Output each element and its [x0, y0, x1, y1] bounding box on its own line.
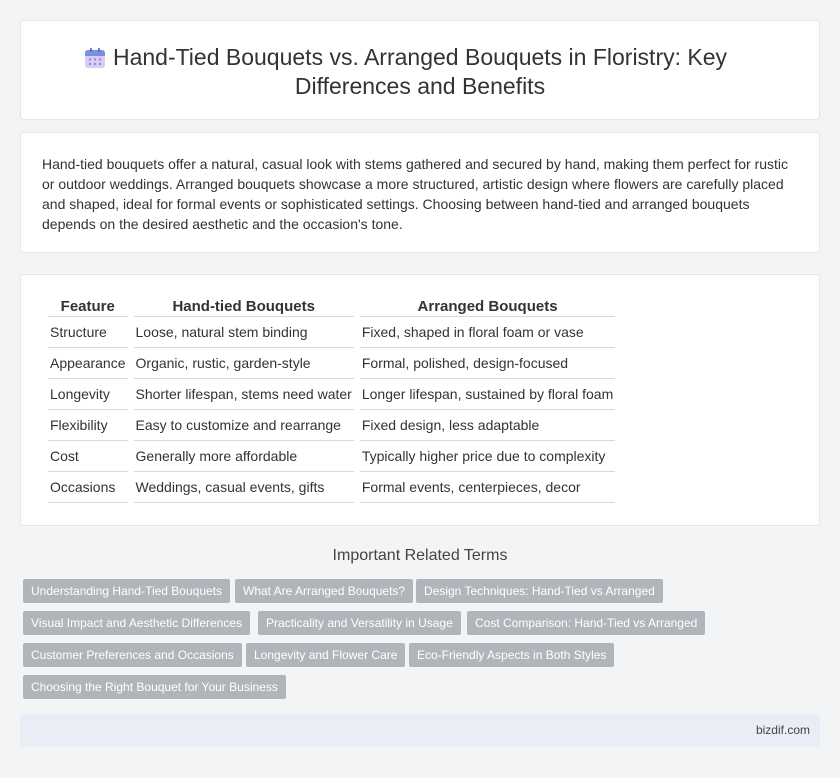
table-cell: Appearance — [48, 348, 128, 379]
table-cell: Longevity — [48, 379, 128, 410]
tag-link[interactable]: Cost Comparison: Hand-Tied vs Arranged — [467, 611, 705, 635]
table-cell: Fixed design, less adaptable — [360, 410, 615, 441]
title-card — [20, 20, 820, 120]
tag-link[interactable]: Eco-Friendly Aspects in Both Styles — [409, 643, 614, 667]
header-arranged: Arranged Bouquets — [360, 297, 615, 317]
page-title: Hand-Tied Bouquets vs. Arranged Bouquets in Floristry: Key Differences and Benefits — [112, 44, 728, 99]
table-row — [48, 348, 615, 379]
table-cell: Structure — [48, 317, 128, 348]
comparison-table — [42, 297, 621, 503]
header-hand-tied: Hand-tied Bouquets — [134, 297, 354, 317]
tag-link[interactable]: What Are Arranged Bouquets? — [235, 579, 413, 603]
table-cell: Easy to customize and rearrange — [134, 410, 354, 441]
tag-link[interactable]: Longevity and Flower Care — [246, 643, 405, 667]
table-cell: Organic, rustic, garden-style — [134, 348, 354, 379]
comparison-card — [20, 274, 820, 526]
table-cell: Flexibility — [48, 410, 128, 441]
table-cell: Fixed, shaped in floral foam or vase — [360, 317, 615, 348]
tag-link[interactable]: Visual Impact and Aesthetic Differences — [23, 611, 250, 635]
table-cell: Formal, polished, design-focused — [360, 348, 615, 379]
header-feature: Feature — [48, 297, 128, 317]
table-cell: Loose, natural stem binding — [134, 317, 354, 348]
table-cell: Formal events, centerpieces, decor — [360, 472, 615, 503]
table-cell: Weddings, casual events, gifts — [134, 472, 354, 503]
tag-link[interactable]: Practicality and Versatility in Usage — [258, 611, 461, 635]
footer-brand[interactable]: bizdif.com — [755, 723, 810, 737]
related-terms-title: Important Related Terms — [332, 547, 508, 564]
intro-paragraph: Hand-tied bouquets offer a natural, casual look with stems gathered and secured by hand, making them perfect for rustic or outdoor weddings. Arranged bouquets showcase a more structured, artistic design where flowers are carefully placed and shaped, ideal for formal events or sophisticated settings. Choosing between hand-tied and arranged bouquets depends on the desired aesthetic and the occasion's tone. — [42, 156, 789, 232]
table-cell: Shorter lifespan, stems need water — [134, 379, 354, 410]
table-cell: Occasions — [48, 472, 128, 503]
table-cell: Longer lifespan, sustained by floral foam — [360, 379, 615, 410]
tag-link[interactable]: Understanding Hand-Tied Bouquets — [23, 579, 230, 603]
table-row — [48, 441, 615, 472]
table-row — [48, 410, 615, 441]
table-row — [48, 317, 615, 348]
tag-link[interactable]: Design Techniques: Hand-Tied vs Arranged — [416, 579, 663, 603]
table-header-row — [48, 297, 615, 317]
tag-link[interactable]: Choosing the Right Bouquet for Your Business — [23, 675, 286, 699]
table-row — [48, 379, 615, 410]
table-cell: Typically higher price due to complexity — [360, 441, 615, 472]
table-cell: Cost — [48, 441, 128, 472]
intro-card — [20, 132, 820, 253]
table-cell: Generally more affordable — [134, 441, 354, 472]
footer-bar — [20, 714, 820, 747]
table-row — [48, 472, 615, 503]
tag-link[interactable]: Customer Preferences and Occasions — [23, 643, 242, 667]
